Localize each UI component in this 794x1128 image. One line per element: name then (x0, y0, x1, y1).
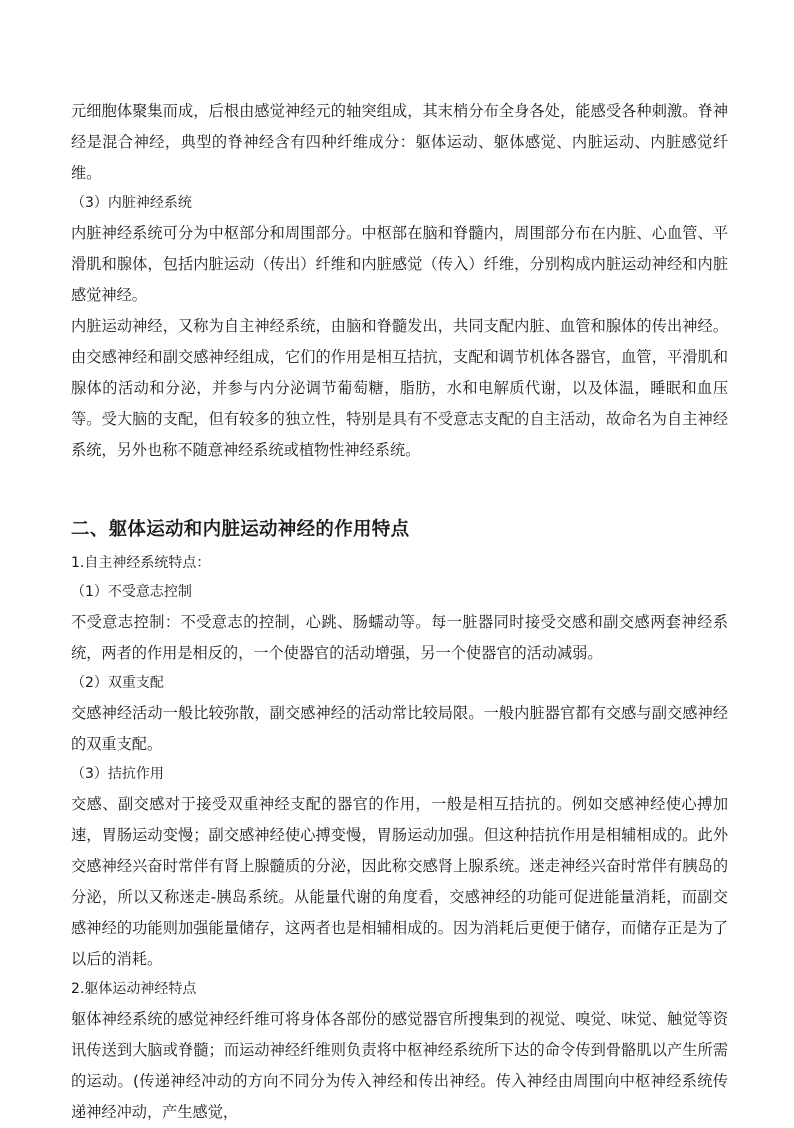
subheading-somatic-motor-features: 2.躯体运动神经特点 (71, 981, 197, 997)
paragraph-somatic-motor: 躯体神经系统的感觉神经纤维可将身体各部份的感觉器官所搜集到的视觉、嗅觉、味觉、触觉等资讯传送到大脑或脊髓；而运动神经纤维则负责将中枢神经系统所下达的命令传到骨骼肌以产生所需的运动。(传递神经冲动的方向不同分为传入神经和传出神经。传入神经由周围向中枢神经系统传递神经冲动，产生感觉， (71, 1010, 728, 1121)
subheading-visceral-nervous-system: （3）内脏神经系统 (71, 195, 192, 211)
paragraph-spinal-nerve: 元细胞体聚集而成，后根由感觉神经元的轴突组成，其末梢分布全身各处，能感受各种刺激。脊神经是混合神经，典型的脊神经含有四种纤维成分：躯体运动、躯体感觉、内脏运动、内脏感觉纤维。 (71, 102, 728, 182)
subheading-autonomic-features: 1.自主神经系统特点： (71, 555, 211, 571)
subheading-dual-innervation: （2）双重支配 (71, 675, 164, 691)
paragraph-dual-innervation: 交感神经活动一般比较弥散，副交感神经的活动常比较局限。一般内脏器官都有交感与副交感神经的双重支配。 (71, 704, 728, 753)
document-body (71, 96, 728, 1128)
paragraph-autonomic-nervous-system: 内脏运动神经，又称为自主神经系统，由脑和脊髓发出，共同支配内脏、血管和腺体的传出神经。由交感神经和副交感神经组成，它们的作用是相互拮抗，支配和调节机体各器官，血管，平滑肌和腺体的活动和分泌，并参与内分泌调节葡萄糖，脂肪，水和电解质代谢，以及体温，睡眠和血压等。受大脑的支配，但有较多的独立性，特别是具有不受意志支配的自主活动，故命名为自主神经系统，另外也称不随意神经系统或植物性神经系统。 (71, 317, 728, 459)
paragraph-involuntary-control: 不受意志控制：不受意志的控制，心跳、肠蠕动等。每一脏器同时接受交感和副交感两套神经系统，两者的作用是相反的，一个使器官的活动增强，另一个使器官的活动减弱。 (71, 613, 728, 662)
section-heading-2: 二、躯体运动和内脏运动神经的作用特点 (71, 519, 410, 540)
subheading-involuntary-control: （1）不受意志控制 (71, 584, 192, 600)
subheading-antagonism: （3）拮抗作用 (71, 766, 164, 782)
paragraph-visceral-structure: 内脏神经系统可分为中枢部分和周围部分。中枢部在脑和脊髓内，周围部分布在内脏、心血管、平滑肌和腺体，包括内脏运动（传出）纤维和内脏感觉（传入）纤维，分别构成内脏运动神经和内脏感觉神经。 (71, 224, 728, 304)
paragraph-antagonism: 交感、副交感对于接受双重神经支配的器官的作用，一般是相互拮抗的。例如交感神经使心搏加速，胃肠运动变慢；副交感神经使心搏变慢，胃肠运动加强。但这种拮抗作用是相辅相成的。此外交感神经兴奋时常伴有肾上腺髓质的分泌，因此称交感肾上腺系统。迷走神经兴奋时常伴有胰岛的分泌，所以又称迷走-胰岛系统。从能量代谢的角度看，交感神经的功能可促进能量消耗，而副交感神经的功能则加强能量储存，这两者也是相辅相成的。因为消耗后更便于储存，而储存正是为了以后的消耗。 (71, 795, 728, 968)
